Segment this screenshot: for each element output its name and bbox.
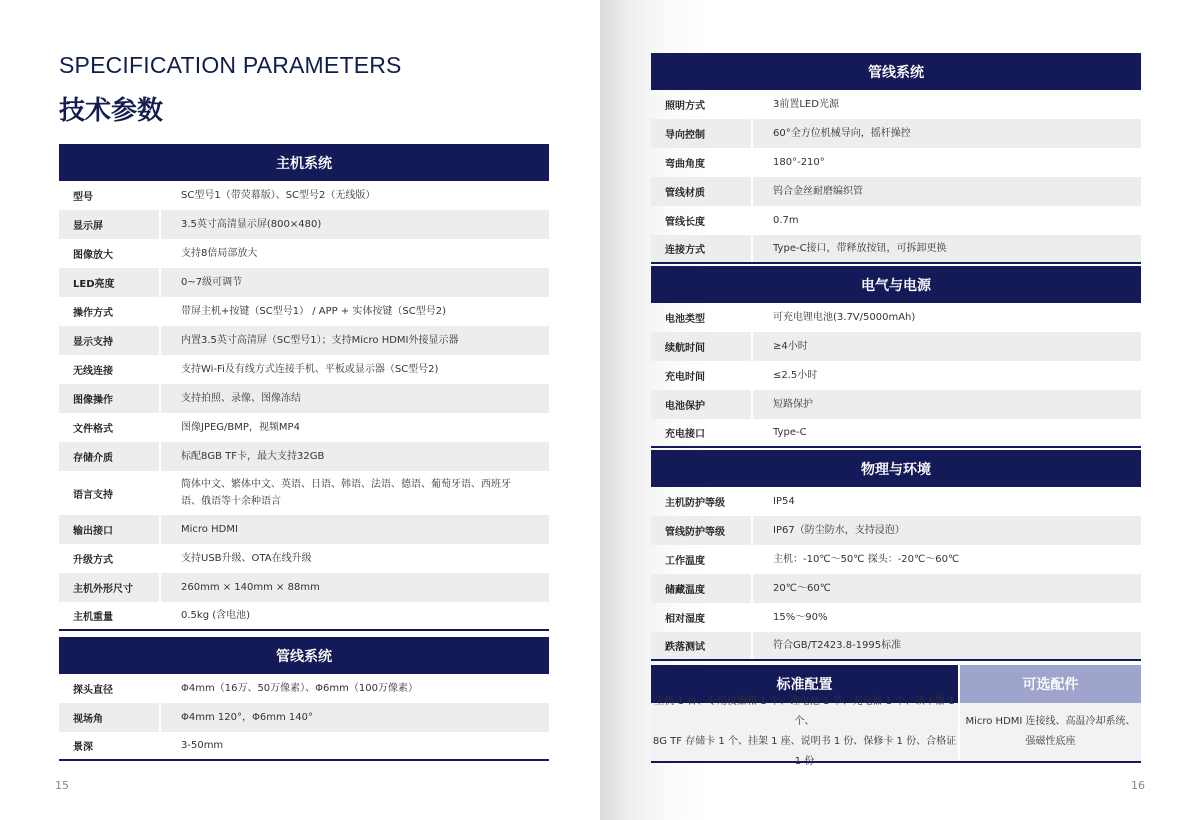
spec-value: 内置3.5英寸高清屏（SC型号1）；支持Micro HDMI外接显示器 (161, 326, 549, 355)
spec-value: IP54 (773, 496, 795, 507)
spec-row (59, 674, 549, 703)
standard-config-line: 8G TF 存储卡 1 个、挂架 1 座、说明书 1 份、保修卡 1 份、合格证 1 份 (652, 736, 957, 767)
spec-row (651, 90, 1141, 119)
spec-label: 视场角 (59, 703, 159, 732)
spec-row (59, 732, 549, 761)
spec-row (651, 235, 1141, 264)
spec-row (651, 303, 1141, 332)
section-header: 管线系统 (651, 53, 1141, 90)
spec-value: 带屏主机+按键（SC型号1） / APP + 实体按键（SC型号2) (181, 306, 447, 317)
spec-label: 跌落测试 (651, 632, 751, 659)
spec-value: IP67（防尘防水，支持浸泡） (753, 516, 1141, 545)
spec-row (651, 487, 1141, 516)
accessories-table (651, 665, 1141, 767)
standard-config-content (651, 696, 958, 767)
spec-label: 文件格式 (73, 424, 113, 435)
spec-row (59, 355, 549, 384)
spec-value: Φ4mm 120°，Φ6mm 140° (161, 703, 549, 732)
spec-value: 主机：-10℃～50℃ 探头：-20℃～60℃ (773, 554, 960, 565)
spec-value: Φ4mm（16万、50万像素）、Φ6mm（100万像素） (181, 683, 418, 694)
title-english: SPECIFICATION PARAMETERS (59, 52, 402, 78)
spec-row (651, 119, 1141, 148)
spec-label: 管线防护等级 (651, 516, 751, 545)
spec-value: 3前置LED光源 (773, 99, 839, 110)
power-section (651, 266, 1141, 448)
spec-row (59, 268, 549, 297)
spec-value: 支持USB升级、OTA在线升级 (181, 553, 312, 564)
spec-row (59, 471, 549, 515)
standard-config-header: 标准配置 (651, 665, 958, 703)
spec-value: ≤2.5小时 (773, 370, 818, 381)
spec-row (651, 603, 1141, 632)
spec-value: Type-C (773, 427, 807, 438)
spec-label: 相对湿度 (665, 614, 705, 625)
title-chinese: 技术参数 (59, 96, 164, 126)
spec-row (59, 413, 549, 442)
spec-label: 电池保护 (651, 390, 751, 419)
spec-row (59, 326, 549, 355)
spec-label: 工作温度 (665, 556, 705, 567)
spec-row (59, 210, 549, 239)
pipe-system-section-left (59, 637, 549, 761)
spec-label: 图像放大 (73, 250, 113, 261)
spec-row (651, 177, 1141, 206)
spec-label: 连接方式 (651, 235, 751, 262)
spec-value: 20℃～60℃ (753, 574, 1141, 603)
spec-label: 探头直径 (73, 685, 113, 696)
spec-value: Type-C接口，带释放按钮，可拆卸更换 (753, 235, 1141, 262)
spec-row (651, 361, 1141, 390)
spec-value: 0.5kg (含电池) (181, 610, 251, 621)
section-header: 主机系统 (59, 144, 549, 181)
spec-value: 钨合金丝耐磨编织管 (753, 177, 1141, 206)
spec-value: 短路保护 (753, 390, 1141, 419)
spec-row (59, 544, 549, 573)
spec-row (651, 332, 1141, 361)
spec-row (651, 574, 1141, 603)
spec-label: 照明方式 (665, 101, 705, 112)
spec-label: 无线连接 (73, 366, 113, 377)
environment-section (651, 450, 1141, 661)
spec-row (59, 384, 549, 413)
optional-accessories-content (960, 703, 1141, 761)
optional-accessories-header: 可选配件 (960, 665, 1141, 703)
spec-value: 标配8GB TF卡，最大支持32GB (161, 442, 549, 471)
spec-row (59, 181, 549, 210)
spec-label: 存储介质 (59, 442, 159, 471)
spec-label: 操作方式 (73, 308, 113, 319)
spec-label: 升级方式 (73, 555, 113, 566)
spec-row (59, 602, 549, 631)
section-header: 电气与电源 (651, 266, 1141, 303)
spec-value: 260mm × 140mm × 88mm (161, 573, 549, 602)
spec-row (59, 515, 549, 544)
spec-row (651, 148, 1141, 177)
spec-label: 储藏温度 (651, 574, 751, 603)
spec-label: 输出接口 (59, 515, 159, 544)
spec-label: 弯曲角度 (665, 159, 705, 170)
spec-value: 可充电锂电池(3.7V/5000mAh) (773, 312, 916, 323)
spec-value: 支持Wi-Fi及有线方式连接手机、平板或显示器（SC型号2) (181, 364, 439, 375)
page-number-right: 16 (1131, 779, 1145, 792)
spec-value: 支持8倍局部放大 (181, 248, 258, 259)
spec-row (59, 297, 549, 326)
spec-row (651, 516, 1141, 545)
spec-value: SC型号1（带荧幕版）、SC型号2（无线版） (181, 190, 376, 201)
spec-row (59, 573, 549, 602)
spec-label: 续航时间 (651, 332, 751, 361)
spec-label: 显示支持 (59, 326, 159, 355)
spec-row (59, 703, 549, 732)
spec-value: 简体中文、繁体中文、英语、日语、韩语、法语、德语、葡萄牙语、西班牙语、俄语等十余种语言 (181, 479, 511, 507)
optional-accessories-line: Micro HDMI 连接线、高温冷却系统、 (965, 716, 1136, 727)
spec-label: 景深 (73, 742, 93, 753)
standard-config-line: 主机 1 台、专用仪器箱 1 个、锂电池 1 节、充电器 1 个、读卡器 1 个、 (654, 696, 955, 727)
page-number-left: 15 (55, 779, 69, 792)
spec-row (651, 206, 1141, 235)
spec-label: 显示屏 (59, 210, 159, 239)
spec-value: 60°全方位机械导向，摇杆操控 (753, 119, 1141, 148)
spec-value: 符合GB/T2423.8-1995标准 (753, 632, 1141, 659)
spec-label: 管线长度 (665, 217, 705, 228)
spec-label: 型号 (73, 192, 93, 203)
spec-label: 语言支持 (73, 489, 113, 501)
spec-row (651, 390, 1141, 419)
spec-label: 充电接口 (665, 429, 705, 440)
spec-value: 0~7级可调节 (161, 268, 549, 297)
spec-value: 图像JPEG/BMP，视频MP4 (181, 422, 300, 433)
spec-label: 导向控制 (651, 119, 751, 148)
host-system-section (59, 144, 549, 631)
spec-value: 15%～90% (773, 612, 828, 623)
spec-label: 电池类型 (665, 314, 705, 325)
spec-row (59, 239, 549, 268)
spec-label: 主机重量 (73, 612, 113, 623)
spec-label: LED亮度 (59, 268, 159, 297)
spec-label: 主机外形尺寸 (59, 573, 159, 602)
spec-value: 3.5英寸高清显示屏(800×480) (161, 210, 549, 239)
spec-label: 图像操作 (59, 384, 159, 413)
pipe-system-section-right (651, 53, 1141, 264)
spec-value: 支持拍照、录像、图像冻结 (161, 384, 549, 413)
spec-value: ≥4小时 (753, 332, 1141, 361)
optional-accessories-line: 强磁性底座 (1025, 736, 1076, 747)
section-header: 物理与环境 (651, 450, 1141, 487)
spec-row (59, 442, 549, 471)
spec-label: 充电时间 (665, 372, 705, 383)
spec-row (651, 545, 1141, 574)
spec-label: 管线材质 (651, 177, 751, 206)
spec-label: 主机防护等级 (665, 498, 725, 509)
spec-value: Micro HDMI (161, 515, 549, 544)
section-header: 管线系统 (59, 637, 549, 674)
spec-value: 3-50mm (181, 740, 224, 751)
spec-row (651, 632, 1141, 661)
spec-row (651, 419, 1141, 448)
spec-value: 180°-210° (773, 157, 825, 168)
spec-value: 0.7m (773, 215, 799, 226)
